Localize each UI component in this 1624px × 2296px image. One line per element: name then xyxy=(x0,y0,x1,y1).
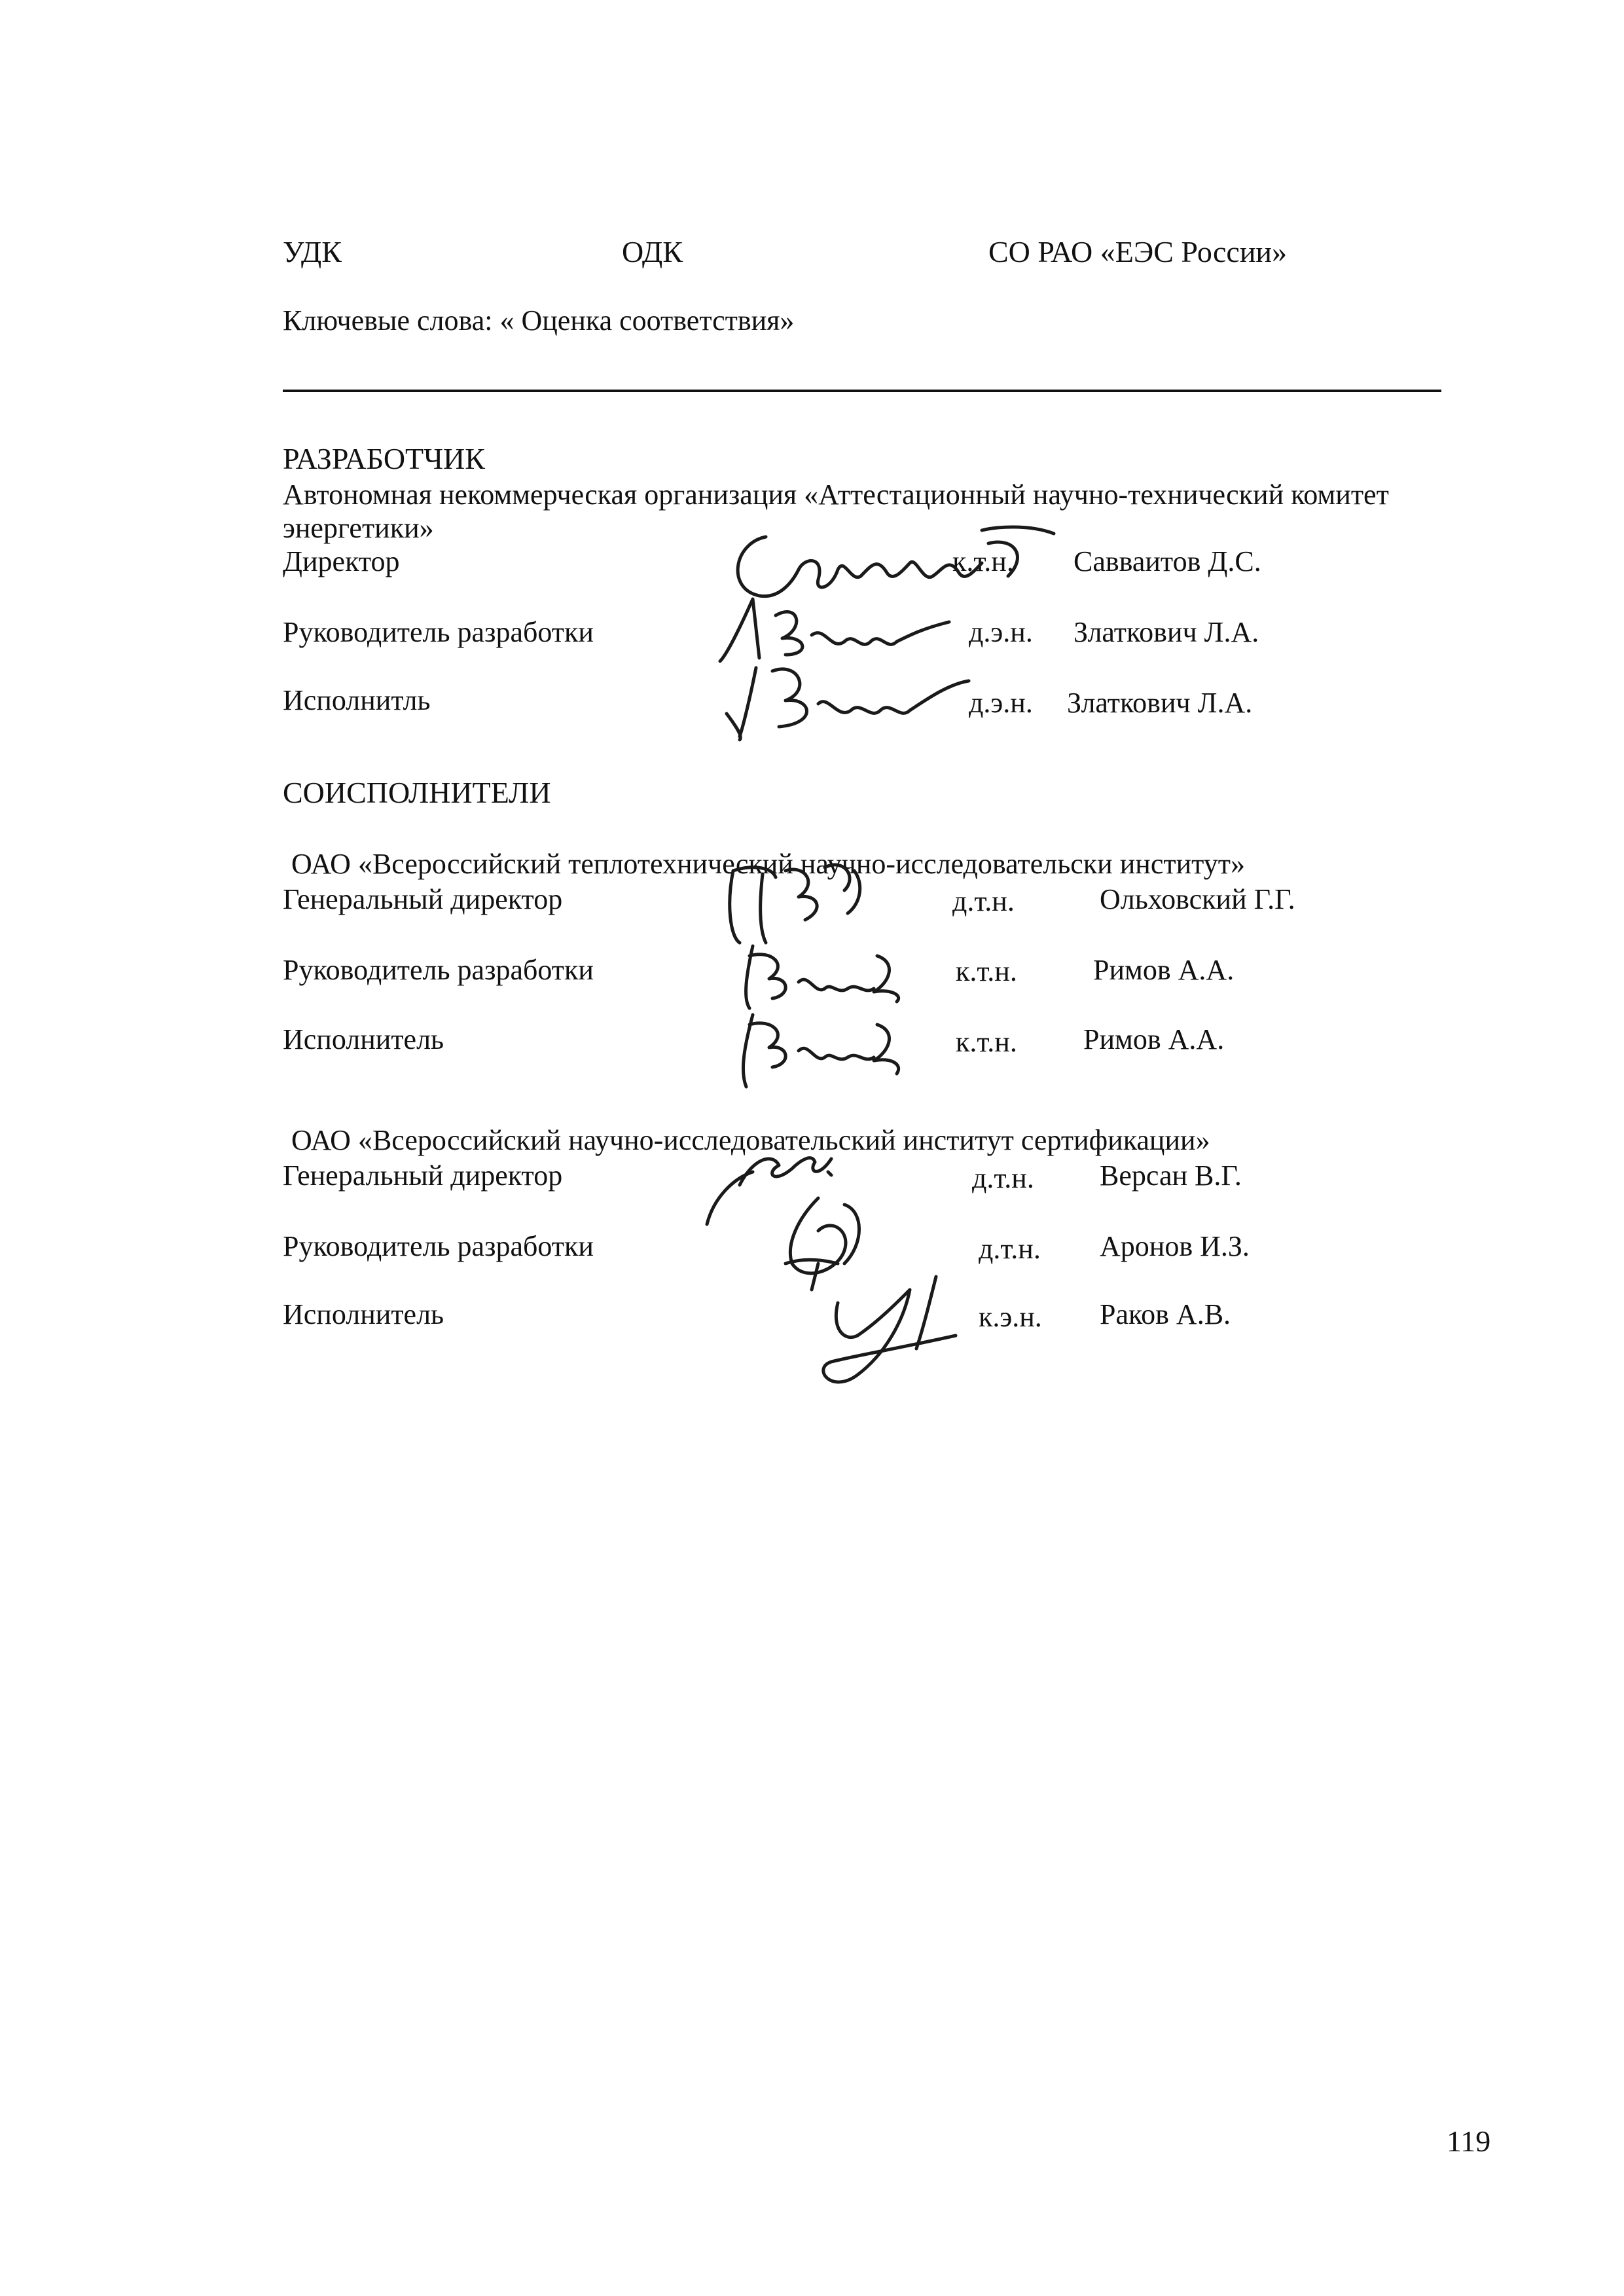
group1-degree-executor: к.т.н. xyxy=(956,1026,1017,1058)
signature-zlatkovich-executor xyxy=(720,655,1015,746)
divider-line xyxy=(283,390,1441,392)
signature-rimov-executor xyxy=(727,1005,936,1090)
developer-role-executor: Исполнитль xyxy=(283,684,431,716)
group2-name-executor: Раков А.В. xyxy=(1100,1298,1231,1330)
group1-role-gendir: Генеральный директор xyxy=(283,883,563,915)
group2-degree-lead: д.т.н. xyxy=(979,1233,1041,1265)
header-org: СО РАО «ЕЭС России» xyxy=(988,235,1288,268)
group2-name-gendir: Версан В.Г. xyxy=(1100,1159,1242,1192)
group2-name-lead: Аронов И.З. xyxy=(1100,1230,1250,1262)
group1-org: ОАО «Всероссийский теплотехнический научно-исследовательски институт» xyxy=(291,848,1246,880)
group1-name-lead: Римов А.А. xyxy=(1093,954,1235,986)
developer-heading: РАЗРАБОТЧИК xyxy=(283,442,485,475)
group1-name-executor: Римов А.А. xyxy=(1083,1023,1225,1055)
keywords-line: Ключевые слова: « Оценка соответствия» xyxy=(283,304,795,337)
developer-name-executor: Златкович Л.А. xyxy=(1067,687,1253,719)
coexecutors-heading: СОИСПОЛНИТЕЛИ xyxy=(283,776,551,809)
group2-org: ОАО «Всероссийский научно-исследовательский институт сертификации» xyxy=(291,1124,1210,1156)
group2-role-executor: Исполнитель xyxy=(283,1298,444,1330)
group1-role-executor: Исполнитель xyxy=(283,1023,444,1055)
odk-label: ОДК xyxy=(622,235,683,268)
page-number: 119 xyxy=(1447,2124,1491,2158)
signature-rimov-lead xyxy=(727,936,936,1015)
udk-label: УДК xyxy=(283,235,342,268)
developer-degree-director: к.т.н. xyxy=(952,545,1014,577)
group2-degree-gendir: д.т.н. xyxy=(972,1162,1034,1194)
group2-role-gendir: Генеральный директор xyxy=(283,1159,563,1192)
signature-rakov xyxy=(805,1264,1054,1388)
group1-role-lead: Руководитель разработки xyxy=(283,954,594,986)
developer-name-lead: Златкович Л.А. xyxy=(1074,616,1259,648)
developer-role-director: Директор xyxy=(283,545,400,577)
developer-org-line2: энергетики» xyxy=(283,512,434,544)
group1-degree-gendir: д.т.н. xyxy=(952,885,1015,917)
group2-degree-executor: к.э.н. xyxy=(979,1301,1042,1333)
group1-degree-lead: к.т.н. xyxy=(956,955,1017,987)
developer-org-line1: Автономная некоммерческая организация «Аттестационный научно-технический комитет xyxy=(283,479,1389,511)
developer-degree-lead: д.э.н. xyxy=(969,616,1033,648)
developer-degree-executor: д.э.н. xyxy=(969,687,1033,719)
group1-name-gendir: Ольховский Г.Г. xyxy=(1100,883,1295,915)
developer-name-director: Савваитов Д.С. xyxy=(1074,545,1261,577)
group2-role-lead: Руководитель разработки xyxy=(283,1230,594,1262)
developer-role-lead: Руководитель разработки xyxy=(283,616,594,648)
